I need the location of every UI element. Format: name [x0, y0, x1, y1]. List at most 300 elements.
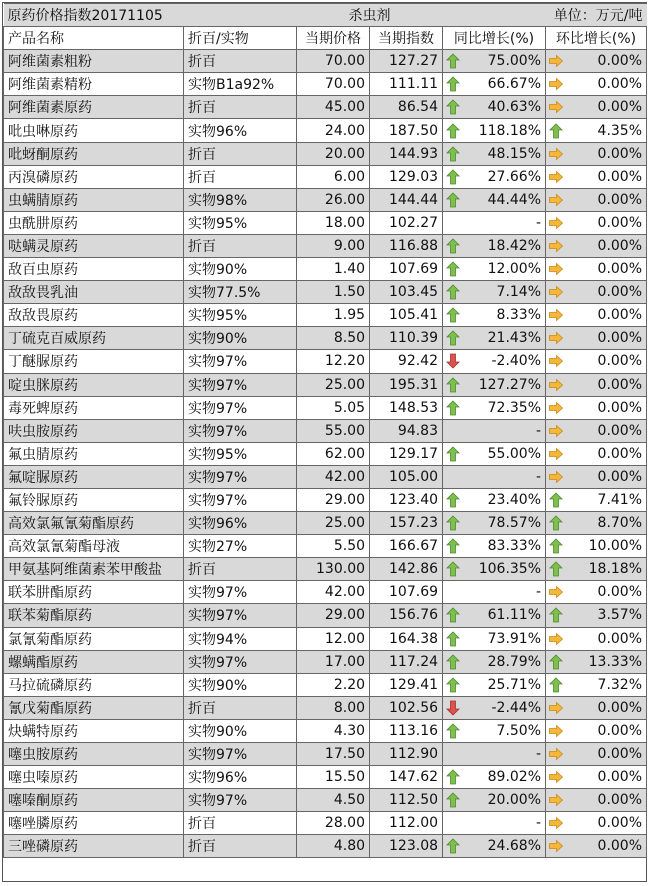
basis: 实物97%: [184, 650, 297, 673]
mom-growth: [546, 165, 647, 188]
mom-growth-value: 0.00%: [597, 145, 643, 162]
yoy-growth: [443, 535, 546, 558]
product-name: 啶虫脒原药: [4, 373, 184, 396]
current-index: 144.44: [370, 188, 443, 211]
table-row: [4, 719, 647, 742]
product-name: 螺螨酯原药: [4, 650, 184, 673]
current-index: 144.93: [370, 142, 443, 165]
up-arrow-icon: [549, 123, 563, 139]
table-row: [4, 696, 647, 719]
product-name: 丙溴磷原药: [4, 165, 184, 188]
mom-growth: [546, 719, 647, 742]
basis: 实物97%: [184, 743, 297, 766]
up-arrow-icon: [446, 538, 460, 554]
table-row: [4, 234, 647, 257]
up-arrow-icon: [446, 515, 460, 531]
mom-growth-value: 0.00%: [597, 284, 643, 301]
current-price: 17.50: [297, 743, 370, 766]
product-name: 马拉硫磷原药: [4, 673, 184, 696]
yoy-growth: [443, 696, 546, 719]
current-price: 4.30: [297, 719, 370, 742]
mom-growth: [546, 835, 647, 858]
table-row: [4, 488, 647, 511]
table-row: [4, 281, 647, 304]
up-arrow-icon: [549, 492, 563, 508]
basis: 折百: [184, 812, 297, 835]
mom-growth: [546, 281, 647, 304]
current-index: 112.50: [370, 789, 443, 812]
mom-growth: [546, 488, 647, 511]
basis: 实物97%: [184, 789, 297, 812]
yoy-growth: [443, 789, 546, 812]
basis: 实物90%: [184, 673, 297, 696]
mom-growth: [546, 766, 647, 789]
mom-growth: [546, 650, 647, 673]
up-arrow-icon: [446, 192, 460, 208]
up-arrow-icon: [446, 769, 460, 785]
flat-arrow-icon: [549, 261, 563, 277]
product-name: 丁醚脲原药: [4, 350, 184, 373]
yoy-growth: [443, 673, 546, 696]
mom-growth: [546, 812, 647, 835]
product-name: 联苯肼酯原药: [4, 581, 184, 604]
basis: 实物97%: [184, 604, 297, 627]
down-arrow-icon: [446, 353, 460, 369]
mom-growth-value: 0.00%: [597, 746, 643, 763]
flat-arrow-icon: [549, 238, 563, 254]
yoy-growth: [443, 119, 546, 142]
current-price: 25.00: [297, 373, 370, 396]
mom-growth: [546, 142, 647, 165]
yoy-growth: [443, 650, 546, 673]
current-price: 4.80: [297, 835, 370, 858]
current-index: 94.83: [370, 419, 443, 442]
current-index: 92.42: [370, 350, 443, 373]
current-index: 116.88: [370, 234, 443, 257]
table-row: [4, 211, 647, 234]
yoy-growth-value: 78.57%: [487, 515, 542, 532]
yoy-growth-value: 83.33%: [487, 538, 542, 555]
current-index: 107.69: [370, 258, 443, 281]
yoy-growth-value: 106.35%: [478, 561, 542, 578]
current-price: 130.00: [297, 558, 370, 581]
mom-growth-value: 0.00%: [597, 468, 643, 485]
yoy-growth: [443, 73, 546, 96]
current-index: 112.00: [370, 812, 443, 835]
yoy-growth-value: 44.44%: [487, 191, 542, 208]
table-row: [4, 558, 647, 581]
mom-growth: [546, 234, 647, 257]
current-price: 55.00: [297, 419, 370, 442]
current-index: 187.50: [370, 119, 443, 142]
basis: 折百: [184, 696, 297, 719]
table-row: [4, 96, 647, 119]
product-name: 毒死蜱原药: [4, 396, 184, 419]
product-name: 联苯菊酯原药: [4, 604, 184, 627]
down-arrow-icon: [446, 700, 460, 716]
current-index: 86.54: [370, 96, 443, 119]
flat-arrow-icon: [549, 700, 563, 716]
current-price: 4.50: [297, 789, 370, 812]
current-price: 70.00: [297, 50, 370, 73]
yoy-growth-value: 118.18%: [478, 122, 542, 139]
flat-arrow-icon: [549, 353, 563, 369]
mom-growth: [546, 96, 647, 119]
current-price: 9.00: [297, 234, 370, 257]
current-index: 142.86: [370, 558, 443, 581]
mom-growth: [546, 743, 647, 766]
current-price: 29.00: [297, 604, 370, 627]
mom-growth-value: 0.00%: [597, 214, 643, 231]
yoy-growth: [443, 211, 546, 234]
mom-growth: [546, 304, 647, 327]
mom-growth: [546, 696, 647, 719]
current-index: 103.45: [370, 281, 443, 304]
yoy-growth-value: -2.44%: [491, 699, 542, 716]
table-row: [4, 766, 647, 789]
basis: 实物95%: [184, 304, 297, 327]
header-index: 当期指数: [370, 27, 443, 50]
yoy-growth-value: 89.02%: [487, 769, 542, 786]
basis: 实物77.5%: [184, 281, 297, 304]
yoy-growth-value: 12.00%: [487, 261, 542, 278]
product-name: 呋虫胺原药: [4, 419, 184, 442]
mom-growth-value: 0.00%: [597, 261, 643, 278]
current-index: 102.27: [370, 211, 443, 234]
table-row: [4, 650, 647, 673]
current-price: 5.50: [297, 535, 370, 558]
table-row: [4, 627, 647, 650]
yoy-growth-value: 8.33%: [496, 307, 542, 324]
current-price: 8.00: [297, 696, 370, 719]
mom-growth-value: 0.00%: [597, 422, 643, 439]
yoy-growth: [443, 835, 546, 858]
mom-growth-value: 0.00%: [597, 815, 643, 832]
mom-growth: [546, 581, 647, 604]
basis: 折百: [184, 142, 297, 165]
yoy-growth-value: 127.27%: [478, 376, 542, 393]
current-index: 113.16: [370, 719, 443, 742]
flat-arrow-icon: [549, 746, 563, 762]
current-index: 105.41: [370, 304, 443, 327]
up-arrow-icon: [446, 238, 460, 254]
up-arrow-icon: [549, 515, 563, 531]
up-arrow-icon: [446, 446, 460, 462]
basis: 实物97%: [184, 419, 297, 442]
category-title: 杀虫剂: [297, 4, 443, 27]
yoy-growth: [443, 396, 546, 419]
table-row: [4, 743, 647, 766]
flat-arrow-icon: [549, 330, 563, 346]
current-price: 12.20: [297, 350, 370, 373]
current-index: 129.41: [370, 673, 443, 696]
yoy-growth: [443, 627, 546, 650]
mom-growth: [546, 119, 647, 142]
yoy-growth-value: 75.00%: [487, 53, 542, 70]
up-arrow-icon: [446, 792, 460, 808]
yoy-growth-value: 66.67%: [487, 76, 542, 93]
up-arrow-icon: [446, 838, 460, 854]
product-name: 吡虫啉原药: [4, 119, 184, 142]
flat-arrow-icon: [549, 792, 563, 808]
current-price: 26.00: [297, 188, 370, 211]
header-price: 当期价格: [297, 27, 370, 50]
current-index: 107.69: [370, 581, 443, 604]
current-index: 127.27: [370, 50, 443, 73]
flat-arrow-icon: [549, 584, 563, 600]
table-row: [4, 835, 647, 858]
up-arrow-icon: [446, 377, 460, 393]
flat-arrow-icon: [549, 469, 563, 485]
basis: 实物96%: [184, 119, 297, 142]
up-arrow-icon: [446, 492, 460, 508]
table-row: [4, 789, 647, 812]
mom-growth: [546, 396, 647, 419]
product-name: 敌敌畏乳油: [4, 281, 184, 304]
yoy-growth: [443, 419, 546, 442]
mom-growth-value: 0.00%: [597, 699, 643, 716]
up-arrow-icon: [446, 400, 460, 416]
current-price: 29.00: [297, 488, 370, 511]
mom-growth-value: 0.00%: [597, 838, 643, 855]
current-index: 117.24: [370, 650, 443, 673]
up-arrow-icon: [446, 723, 460, 739]
yoy-growth-value: 7.14%: [496, 284, 542, 301]
mom-growth-value: 0.00%: [597, 376, 643, 393]
product-name: 氟虫腈原药: [4, 442, 184, 465]
table-row: [4, 419, 647, 442]
yoy-growth-value: 23.40%: [487, 492, 542, 509]
mom-growth-value: 0.00%: [597, 445, 643, 462]
up-arrow-icon: [446, 146, 460, 162]
yoy-growth: [443, 304, 546, 327]
current-price: 15.50: [297, 766, 370, 789]
up-arrow-icon: [446, 99, 460, 115]
yoy-growth-value: -: [535, 422, 542, 439]
product-name: 炔螨特原药: [4, 719, 184, 742]
table-row: [4, 465, 647, 488]
product-name: 阿维菌素原药: [4, 96, 184, 119]
basis: 实物94%: [184, 627, 297, 650]
yoy-growth: [443, 50, 546, 73]
table-row: [4, 165, 647, 188]
yoy-growth: [443, 188, 546, 211]
basis: 实物97%: [184, 350, 297, 373]
flat-arrow-icon: [549, 377, 563, 393]
current-price: 8.50: [297, 327, 370, 350]
report-title: 原药价格指数20171105: [4, 4, 297, 27]
mom-growth: [546, 604, 647, 627]
current-price: 28.00: [297, 812, 370, 835]
table-row: [4, 442, 647, 465]
current-price: 24.00: [297, 119, 370, 142]
current-price: 5.05: [297, 396, 370, 419]
yoy-growth: [443, 327, 546, 350]
current-price: 2.20: [297, 673, 370, 696]
product-name: 敌敌畏原药: [4, 304, 184, 327]
up-arrow-icon: [446, 654, 460, 670]
basis: 实物97%: [184, 488, 297, 511]
flat-arrow-icon: [549, 838, 563, 854]
current-index: 102.56: [370, 696, 443, 719]
price-index-sheet: [2, 2, 647, 882]
basis: 实物98%: [184, 188, 297, 211]
yoy-growth: [443, 488, 546, 511]
flat-arrow-icon: [549, 815, 563, 831]
mom-growth: [546, 419, 647, 442]
yoy-growth: [443, 766, 546, 789]
product-name: 虫酰肼原药: [4, 211, 184, 234]
yoy-growth-value: -: [535, 746, 542, 763]
up-arrow-icon: [446, 631, 460, 647]
mom-growth-value: 7.32%: [597, 676, 643, 693]
mom-growth: [546, 188, 647, 211]
current-price: 25.00: [297, 512, 370, 535]
mom-growth-value: 0.00%: [597, 53, 643, 70]
mom-growth: [546, 350, 647, 373]
product-name: 甲氨基阿维菌素苯甲酸盐: [4, 558, 184, 581]
yoy-growth-value: 20.00%: [487, 792, 542, 809]
flat-arrow-icon: [549, 769, 563, 785]
basis: 实物97%: [184, 396, 297, 419]
header-basis: 折百/实物: [184, 27, 297, 50]
yoy-growth-value: 24.68%: [487, 838, 542, 855]
current-price: 1.50: [297, 281, 370, 304]
flat-arrow-icon: [549, 284, 563, 300]
product-name: 噻嗪酮原药: [4, 789, 184, 812]
yoy-growth: [443, 442, 546, 465]
basis: 实物B1a92%: [184, 73, 297, 96]
basis: 实物96%: [184, 766, 297, 789]
product-name: 敌百虫原药: [4, 258, 184, 281]
yoy-growth: [443, 281, 546, 304]
table-row: [4, 581, 647, 604]
mom-growth: [546, 258, 647, 281]
mom-growth: [546, 558, 647, 581]
basis: 实物97%: [184, 581, 297, 604]
product-name: 高效氯氰菊酯母液: [4, 535, 184, 558]
current-price: 1.40: [297, 258, 370, 281]
mom-growth-value: 8.70%: [597, 515, 643, 532]
product-name: 阿维菌素粗粉: [4, 50, 184, 73]
basis: 实物97%: [184, 465, 297, 488]
mom-growth-value: 18.18%: [588, 561, 643, 578]
mom-growth-value: 3.57%: [597, 607, 643, 624]
mom-growth-value: 0.00%: [597, 99, 643, 116]
table-row: [4, 304, 647, 327]
table-row: [4, 50, 647, 73]
mom-growth-value: 0.00%: [597, 76, 643, 93]
flat-arrow-icon: [549, 307, 563, 323]
up-arrow-icon: [446, 607, 460, 623]
yoy-growth: [443, 581, 546, 604]
product-name: 氟啶脲原药: [4, 465, 184, 488]
basis: 实物27%: [184, 535, 297, 558]
current-price: 62.00: [297, 442, 370, 465]
mom-growth-value: 0.00%: [597, 168, 643, 185]
current-index: 129.17: [370, 442, 443, 465]
basis: 实物90%: [184, 258, 297, 281]
product-name: 噻虫嗪原药: [4, 766, 184, 789]
table-row: [4, 604, 647, 627]
mom-growth: [546, 535, 647, 558]
unit-label: 单位：万元/吨: [443, 4, 647, 27]
product-name: 哒螨灵原药: [4, 234, 184, 257]
up-arrow-icon: [549, 654, 563, 670]
mom-growth-value: 0.00%: [597, 191, 643, 208]
table-row: [4, 350, 647, 373]
yoy-growth: [443, 350, 546, 373]
header-yoy: 同比增长(%): [443, 27, 546, 50]
mom-growth: [546, 789, 647, 812]
mom-growth: [546, 673, 647, 696]
up-arrow-icon: [549, 677, 563, 693]
yoy-growth-value: 21.43%: [487, 330, 542, 347]
current-price: 12.00: [297, 627, 370, 650]
up-arrow-icon: [446, 677, 460, 693]
flat-arrow-icon: [549, 192, 563, 208]
yoy-growth-value: 61.11%: [487, 607, 542, 624]
up-arrow-icon: [446, 169, 460, 185]
up-arrow-icon: [446, 284, 460, 300]
up-arrow-icon: [549, 538, 563, 554]
basis: 实物90%: [184, 327, 297, 350]
yoy-growth: [443, 812, 546, 835]
table-row: [4, 258, 647, 281]
yoy-growth-value: 55.00%: [487, 445, 542, 462]
basis: 实物95%: [184, 211, 297, 234]
current-index: 157.23: [370, 512, 443, 535]
up-arrow-icon: [549, 607, 563, 623]
yoy-growth-value: 72.35%: [487, 399, 542, 416]
yoy-growth-value: 7.50%: [496, 722, 542, 739]
mom-growth-value: 0.00%: [597, 769, 643, 786]
price-index-table: [3, 3, 647, 858]
yoy-growth: [443, 165, 546, 188]
yoy-growth: [443, 373, 546, 396]
table-row: [4, 188, 647, 211]
basis: 折百: [184, 96, 297, 119]
flat-arrow-icon: [549, 146, 563, 162]
up-arrow-icon: [549, 561, 563, 577]
product-name: 噻唑膦原药: [4, 812, 184, 835]
table-row: [4, 812, 647, 835]
yoy-growth-value: 27.66%: [487, 168, 542, 185]
basis: 折百: [184, 835, 297, 858]
mom-growth: [546, 373, 647, 396]
basis: 实物90%: [184, 719, 297, 742]
yoy-growth: [443, 96, 546, 119]
flat-arrow-icon: [549, 76, 563, 92]
table-row: [4, 142, 647, 165]
table-row: [4, 535, 647, 558]
up-arrow-icon: [446, 330, 460, 346]
yoy-growth-value: -: [535, 584, 542, 601]
current-index: 123.08: [370, 835, 443, 858]
yoy-growth: [443, 512, 546, 535]
current-index: 123.40: [370, 488, 443, 511]
flat-arrow-icon: [549, 53, 563, 69]
yoy-growth-value: 28.79%: [487, 653, 542, 670]
yoy-growth-value: 40.63%: [487, 99, 542, 116]
mom-growth: [546, 50, 647, 73]
current-index: 111.11: [370, 73, 443, 96]
product-name: 氰戊菊酯原药: [4, 696, 184, 719]
yoy-growth: [443, 234, 546, 257]
up-arrow-icon: [446, 123, 460, 139]
mom-growth: [546, 512, 647, 535]
table-row: [4, 512, 647, 535]
